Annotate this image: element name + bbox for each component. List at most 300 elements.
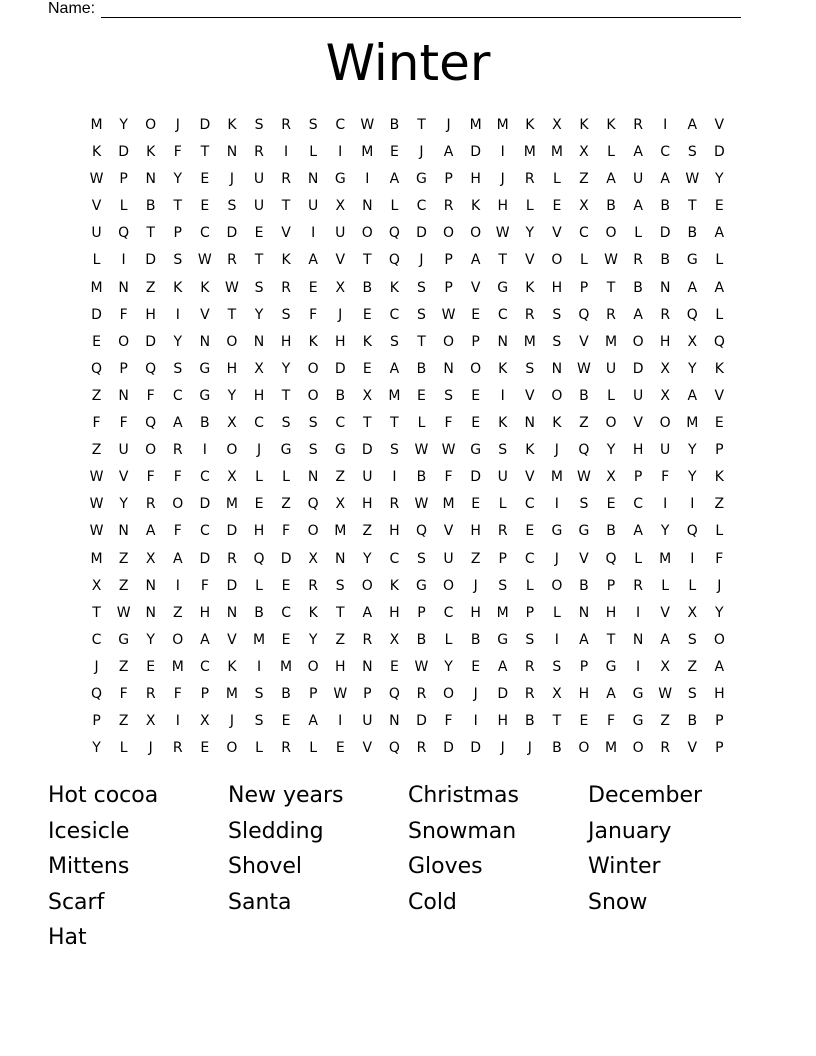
grid-letter: E bbox=[525, 523, 535, 540]
grid-letter: V bbox=[335, 252, 346, 269]
grid-letter: T bbox=[606, 631, 616, 648]
grid-letter: E bbox=[146, 658, 156, 675]
grid-letter: X bbox=[660, 658, 670, 675]
grid-letter: O bbox=[443, 577, 455, 594]
grid-letter: E bbox=[200, 740, 210, 757]
grid-letter: N bbox=[199, 333, 211, 350]
grid-letter: T bbox=[281, 198, 291, 215]
grid-letter: U bbox=[118, 442, 129, 459]
grid-letter: J bbox=[473, 685, 478, 702]
grid-letter: Y bbox=[173, 171, 183, 188]
grid-letter: V bbox=[200, 306, 210, 323]
grid-letter: S bbox=[335, 577, 345, 594]
grid-letter: F bbox=[173, 523, 182, 540]
grid-row bbox=[83, 275, 733, 302]
grid-letter: Z bbox=[687, 658, 698, 675]
grid-letter: K bbox=[389, 577, 399, 594]
grid-letter: S bbox=[417, 279, 426, 296]
grid-letter: S bbox=[308, 415, 318, 432]
grid-letter: S bbox=[417, 306, 426, 323]
grid-letter: H bbox=[280, 333, 292, 350]
grid-letter: P bbox=[92, 713, 101, 730]
grid-letter: G bbox=[118, 631, 130, 648]
grid-letter: E bbox=[92, 333, 101, 350]
grid-letter: Q bbox=[91, 685, 103, 702]
grid-letter: F bbox=[92, 415, 101, 432]
grid-letter: K bbox=[227, 117, 237, 133]
grid-letter: G bbox=[334, 442, 346, 459]
name-field bbox=[48, 0, 748, 18]
grid-letter: O bbox=[307, 387, 319, 404]
grid-letter: U bbox=[605, 360, 617, 377]
grid-letter: D bbox=[199, 496, 211, 513]
grid-letter: C bbox=[524, 496, 535, 513]
grid-letter: S bbox=[254, 279, 264, 296]
grid-letter: D bbox=[199, 550, 211, 567]
grid-letter: O bbox=[145, 117, 157, 133]
grid-letter: Z bbox=[118, 713, 129, 730]
grid-letter: S bbox=[525, 360, 535, 377]
grid-letter: O bbox=[632, 333, 644, 350]
grid-letter: J bbox=[473, 577, 478, 594]
grid-letter: I bbox=[202, 442, 207, 459]
grid-letter: Y bbox=[92, 740, 101, 757]
grid-letter: Q bbox=[686, 306, 698, 323]
grid-letter: O bbox=[307, 523, 319, 540]
letter-grid bbox=[83, 112, 733, 762]
grid-letter: I bbox=[338, 144, 343, 161]
grid-letter: T bbox=[200, 144, 210, 161]
grid-letter: Q bbox=[686, 523, 698, 540]
grid-letter: N bbox=[226, 144, 238, 161]
grid-letter: P bbox=[444, 252, 453, 269]
word-list-item: Christmas bbox=[408, 783, 519, 808]
grid-letter: M bbox=[361, 144, 374, 161]
grid-letter: O bbox=[307, 658, 319, 675]
grid-letter: P bbox=[498, 550, 507, 567]
grid-letter: C bbox=[91, 631, 102, 648]
grid-letter: Y bbox=[308, 631, 318, 648]
grid-letter: L bbox=[661, 577, 670, 594]
grid-letter: T bbox=[363, 252, 372, 269]
grid-letter: W bbox=[685, 171, 700, 188]
grid-letter: L bbox=[282, 469, 290, 486]
grid-letter: L bbox=[255, 577, 263, 594]
grid-letter: J bbox=[446, 117, 451, 133]
grid-letter: H bbox=[470, 604, 481, 621]
word-list-item: Mittens bbox=[48, 854, 130, 879]
grid-letter: M bbox=[90, 117, 103, 133]
grid-row bbox=[83, 464, 733, 491]
grid-letter: C bbox=[281, 604, 291, 621]
grid-letter: T bbox=[173, 198, 183, 215]
grid-letter: B bbox=[524, 713, 535, 730]
grid-letter: A bbox=[714, 225, 725, 242]
grid-letter: D bbox=[91, 306, 102, 323]
grid-letter: L bbox=[525, 198, 534, 215]
grid-letter: I bbox=[663, 117, 668, 133]
grid-letter: S bbox=[281, 415, 291, 432]
grid-letter: H bbox=[362, 496, 373, 513]
grid-letter: B bbox=[281, 685, 291, 702]
grid-letter: E bbox=[471, 496, 481, 513]
grid-letter: R bbox=[281, 740, 291, 757]
grid-letter: F bbox=[119, 306, 128, 323]
grid-letter: T bbox=[606, 279, 616, 296]
grid-letter: O bbox=[307, 360, 319, 377]
grid-letter: S bbox=[389, 333, 399, 350]
grid-letter: D bbox=[361, 442, 373, 459]
grid-letter: G bbox=[551, 523, 563, 540]
grid-letter: A bbox=[389, 360, 400, 377]
grid-letter: R bbox=[227, 550, 237, 567]
grid-letter: C bbox=[199, 225, 210, 242]
grid-letter: K bbox=[498, 360, 508, 377]
grid-letter: M bbox=[496, 604, 509, 621]
grid-letter: Z bbox=[91, 387, 102, 404]
grid-letter: R bbox=[524, 171, 535, 188]
grid-letter: E bbox=[389, 658, 399, 675]
grid-letter: S bbox=[552, 658, 562, 675]
grid-letter: H bbox=[551, 279, 563, 296]
grid-letter: J bbox=[500, 740, 505, 757]
grid-letter: R bbox=[281, 171, 291, 188]
grid-letter: E bbox=[362, 306, 372, 323]
grid-letter: R bbox=[660, 740, 671, 757]
grid-letter: Q bbox=[388, 252, 400, 269]
grid-letter: G bbox=[497, 279, 509, 296]
grid-letter: S bbox=[173, 252, 183, 269]
grid-letter: I bbox=[500, 144, 505, 161]
grid-letter: W bbox=[577, 469, 591, 486]
grid-letter: J bbox=[229, 171, 234, 188]
word-list-item: New years bbox=[228, 783, 344, 808]
grid-letter: F bbox=[444, 415, 453, 432]
grid-letter: Z bbox=[335, 631, 346, 648]
grid-letter: O bbox=[713, 631, 725, 648]
grid-row bbox=[83, 112, 733, 139]
grid-letter: R bbox=[497, 523, 508, 540]
grid-letter: W bbox=[441, 306, 456, 323]
grid-letter: V bbox=[687, 740, 698, 757]
grid-letter: M bbox=[388, 387, 401, 404]
grid-letter: R bbox=[660, 306, 671, 323]
grid-letter: Q bbox=[388, 225, 400, 242]
grid-letter: M bbox=[604, 333, 618, 350]
word-list-item: Scarf bbox=[48, 889, 105, 915]
grid-letter: J bbox=[148, 740, 153, 757]
grid-letter: X bbox=[335, 496, 346, 513]
grid-letter: D bbox=[632, 360, 644, 377]
grid-letter: B bbox=[389, 117, 400, 133]
grid-letter: E bbox=[281, 713, 291, 730]
grid-letter: E bbox=[200, 198, 210, 215]
grid-letter: D bbox=[470, 144, 482, 161]
grid-letter: O bbox=[443, 333, 455, 350]
grid-letter: P bbox=[525, 604, 535, 621]
grid-letter: W bbox=[414, 658, 429, 675]
grid-letter: S bbox=[389, 442, 399, 459]
grid-letter: N bbox=[443, 360, 454, 377]
grid-letter: A bbox=[443, 144, 454, 161]
grid-letter: X bbox=[91, 577, 102, 594]
grid-row bbox=[83, 302, 733, 329]
grid-letter: B bbox=[687, 225, 698, 242]
grid-letter: S bbox=[308, 117, 318, 133]
grid-letter: P bbox=[633, 469, 643, 486]
grid-letter: Y bbox=[687, 469, 697, 486]
grid-letter: L bbox=[634, 225, 642, 242]
grid-letter: Z bbox=[118, 550, 129, 567]
grid-row bbox=[83, 491, 733, 518]
grid-letter: R bbox=[524, 306, 535, 323]
grid-letter: V bbox=[714, 387, 725, 404]
grid-letter: G bbox=[686, 252, 698, 269]
grid-letter: E bbox=[552, 198, 562, 215]
grid-letter: U bbox=[362, 713, 373, 730]
grid-letter: T bbox=[363, 415, 372, 432]
grid-letter: D bbox=[416, 225, 427, 242]
grid-letter: Y bbox=[606, 442, 616, 459]
grid-letter: S bbox=[552, 333, 562, 350]
grid-letter: F bbox=[309, 306, 318, 323]
grid-letter: S bbox=[254, 117, 264, 133]
grid-letter: P bbox=[119, 171, 128, 188]
grid-letter: K bbox=[91, 144, 102, 161]
grid-letter: Z bbox=[579, 415, 589, 432]
grid-letter: N bbox=[118, 387, 129, 404]
grid-letter: P bbox=[444, 279, 453, 296]
grid-letter: R bbox=[389, 496, 400, 513]
grid-letter: K bbox=[525, 117, 535, 133]
grid-letter: W bbox=[333, 685, 348, 702]
grid-letter: P bbox=[606, 577, 616, 594]
grid-letter: Y bbox=[119, 117, 128, 133]
grid-letter: X bbox=[552, 685, 562, 702]
grid-letter: S bbox=[281, 306, 291, 323]
grid-letter: H bbox=[497, 713, 508, 730]
grid-letter: R bbox=[145, 496, 156, 513]
grid-letter: F bbox=[444, 713, 453, 730]
grid-letter: S bbox=[687, 685, 697, 702]
grid-letter: B bbox=[200, 415, 210, 432]
grid-letter: D bbox=[470, 740, 482, 757]
grid-letter: K bbox=[714, 360, 724, 377]
name-label: Name: bbox=[48, 0, 96, 17]
grid-letter: V bbox=[660, 604, 670, 621]
grid-letter: Y bbox=[444, 658, 453, 675]
grid-letter: G bbox=[578, 523, 590, 540]
grid-letter: M bbox=[90, 550, 103, 567]
grid-letter: C bbox=[335, 117, 346, 133]
grid-letter: M bbox=[225, 496, 238, 513]
grid-letter: W bbox=[414, 496, 429, 513]
grid-letter: X bbox=[579, 198, 589, 215]
grid-letter: L bbox=[715, 252, 724, 269]
grid-letter: H bbox=[389, 523, 400, 540]
grid-letter: E bbox=[471, 306, 481, 323]
grid-letter: L bbox=[607, 144, 615, 161]
grid-letter: D bbox=[145, 333, 157, 350]
grid-letter: F bbox=[173, 469, 182, 486]
grid-letter: L bbox=[417, 415, 426, 432]
word-list bbox=[48, 778, 768, 956]
grid-letter: T bbox=[417, 117, 426, 133]
grid-letter: B bbox=[416, 631, 427, 648]
grid-letter: W bbox=[89, 469, 104, 486]
grid-letter: P bbox=[715, 740, 724, 757]
grid-letter: Q bbox=[388, 685, 400, 702]
grid-letter: L bbox=[498, 496, 507, 513]
grid-letter: N bbox=[632, 631, 644, 648]
grid-letter: S bbox=[525, 631, 535, 648]
grid-letter: D bbox=[497, 685, 509, 702]
grid-letter: T bbox=[552, 713, 562, 730]
grid-letter: Q bbox=[145, 360, 157, 377]
grid-letter: R bbox=[633, 117, 643, 133]
grid-letter: I bbox=[554, 496, 559, 513]
grid-letter: C bbox=[579, 225, 589, 242]
grid-letter: E bbox=[281, 577, 291, 594]
grid-letter: C bbox=[199, 523, 210, 540]
grid-letter: J bbox=[175, 117, 180, 133]
grid-letter: A bbox=[308, 713, 318, 730]
grid-letter: O bbox=[578, 740, 590, 757]
grid-letter: B bbox=[254, 604, 264, 621]
grid-letter: Y bbox=[227, 387, 237, 404]
grid-letter: I bbox=[636, 604, 641, 621]
grid-letter: A bbox=[714, 279, 725, 296]
grid-letter: K bbox=[498, 415, 508, 432]
grid-letter: I bbox=[473, 713, 478, 730]
word-list-item: Snowman bbox=[408, 818, 517, 844]
grid-letter: R bbox=[633, 252, 643, 269]
grid-letter: S bbox=[498, 577, 508, 594]
grid-letter: G bbox=[632, 685, 644, 702]
grid-letter: T bbox=[335, 604, 345, 621]
grid-letter: X bbox=[687, 333, 698, 350]
grid-letter: B bbox=[579, 577, 589, 594]
grid-letter: Z bbox=[714, 496, 725, 513]
grid-letter: I bbox=[175, 306, 180, 323]
grid-letter: X bbox=[227, 469, 237, 486]
word-list-item: December bbox=[588, 783, 703, 808]
grid-letter: Q bbox=[578, 442, 590, 459]
grid-letter: T bbox=[687, 198, 697, 215]
grid-letter: B bbox=[335, 387, 346, 404]
grid-letter: M bbox=[90, 279, 103, 296]
grid-letter: K bbox=[579, 117, 589, 133]
grid-letter: Q bbox=[415, 523, 427, 540]
grid-letter: M bbox=[550, 144, 563, 161]
grid-letter: A bbox=[633, 198, 643, 215]
grid-letter: S bbox=[552, 306, 562, 323]
grid-letter: B bbox=[416, 360, 427, 377]
grid-letter: R bbox=[254, 144, 264, 161]
grid-letter: T bbox=[227, 306, 237, 323]
word-list-item: Shovel bbox=[228, 854, 303, 879]
grid-letter: P bbox=[308, 685, 318, 702]
grid-letter: V bbox=[227, 631, 237, 648]
grid-letter: K bbox=[173, 279, 183, 296]
grid-letter: N bbox=[659, 279, 671, 296]
grid-letter: D bbox=[226, 225, 238, 242]
grid-letter: K bbox=[308, 333, 318, 350]
grid-letter: O bbox=[605, 225, 617, 242]
grid-letter: D bbox=[280, 550, 292, 567]
grid-letter: X bbox=[308, 550, 318, 567]
grid-letter: Q bbox=[307, 496, 319, 513]
grid-letter: K bbox=[606, 117, 616, 133]
grid-letter: E bbox=[471, 415, 481, 432]
grid-letter: L bbox=[309, 144, 318, 161]
word-list-item: January bbox=[588, 818, 672, 844]
grid-letter: N bbox=[335, 550, 346, 567]
grid-letter: S bbox=[254, 713, 264, 730]
grid-letter: T bbox=[254, 252, 264, 269]
grid-letter: R bbox=[416, 740, 427, 757]
grid-letter: N bbox=[497, 333, 508, 350]
grid-letter: W bbox=[495, 225, 510, 242]
grid-letter: M bbox=[496, 117, 509, 133]
grid-letter: S bbox=[417, 550, 426, 567]
grid-letter: O bbox=[443, 685, 455, 702]
grid-letter: O bbox=[443, 225, 455, 242]
grid-letter: H bbox=[145, 306, 156, 323]
grid-letter: Y bbox=[363, 550, 372, 567]
grid-letter: E bbox=[362, 360, 372, 377]
grid-letter: L bbox=[715, 523, 724, 540]
grid-letter: K bbox=[308, 604, 318, 621]
grid-letter: L bbox=[309, 740, 318, 757]
word-list-item: Snow bbox=[588, 889, 648, 915]
grid-letter: V bbox=[443, 523, 454, 540]
grid-row bbox=[83, 708, 733, 735]
grid-letter: C bbox=[199, 658, 210, 675]
grid-letter: T bbox=[146, 225, 155, 242]
grid-letter: L bbox=[92, 252, 101, 269]
grid-letter: P bbox=[119, 360, 128, 377]
word-list-item: Santa bbox=[228, 889, 292, 915]
grid-letter: J bbox=[419, 252, 424, 269]
grid-letter: P bbox=[173, 225, 182, 242]
grid-letter: Z bbox=[172, 604, 183, 621]
grid-letter: G bbox=[280, 442, 292, 459]
grid-letter: N bbox=[226, 604, 238, 621]
grid-letter: C bbox=[335, 415, 346, 432]
grid-letter: Q bbox=[118, 225, 130, 242]
grid-letter: I bbox=[338, 713, 343, 730]
grid-letter: L bbox=[119, 740, 128, 757]
grid-letter: J bbox=[419, 144, 424, 161]
grid-letter: B bbox=[660, 252, 670, 269]
grid-letter: U bbox=[443, 550, 454, 567]
word-list-item: Cold bbox=[408, 889, 457, 915]
grid-letter: O bbox=[226, 333, 238, 350]
grid-letter: X bbox=[552, 117, 562, 133]
grid-letter: Y bbox=[687, 360, 697, 377]
grid-row bbox=[83, 139, 733, 166]
grid-letter: P bbox=[715, 442, 724, 459]
grid-letter: C bbox=[660, 144, 671, 161]
grid-letter: Z bbox=[660, 713, 670, 730]
grid-letter: U bbox=[362, 469, 373, 486]
grid-letter: X bbox=[335, 198, 346, 215]
grid-letter: O bbox=[226, 442, 238, 459]
grid-letter: R bbox=[281, 117, 291, 133]
grid-letter: N bbox=[362, 658, 373, 675]
grid-letter: Y bbox=[119, 496, 128, 513]
